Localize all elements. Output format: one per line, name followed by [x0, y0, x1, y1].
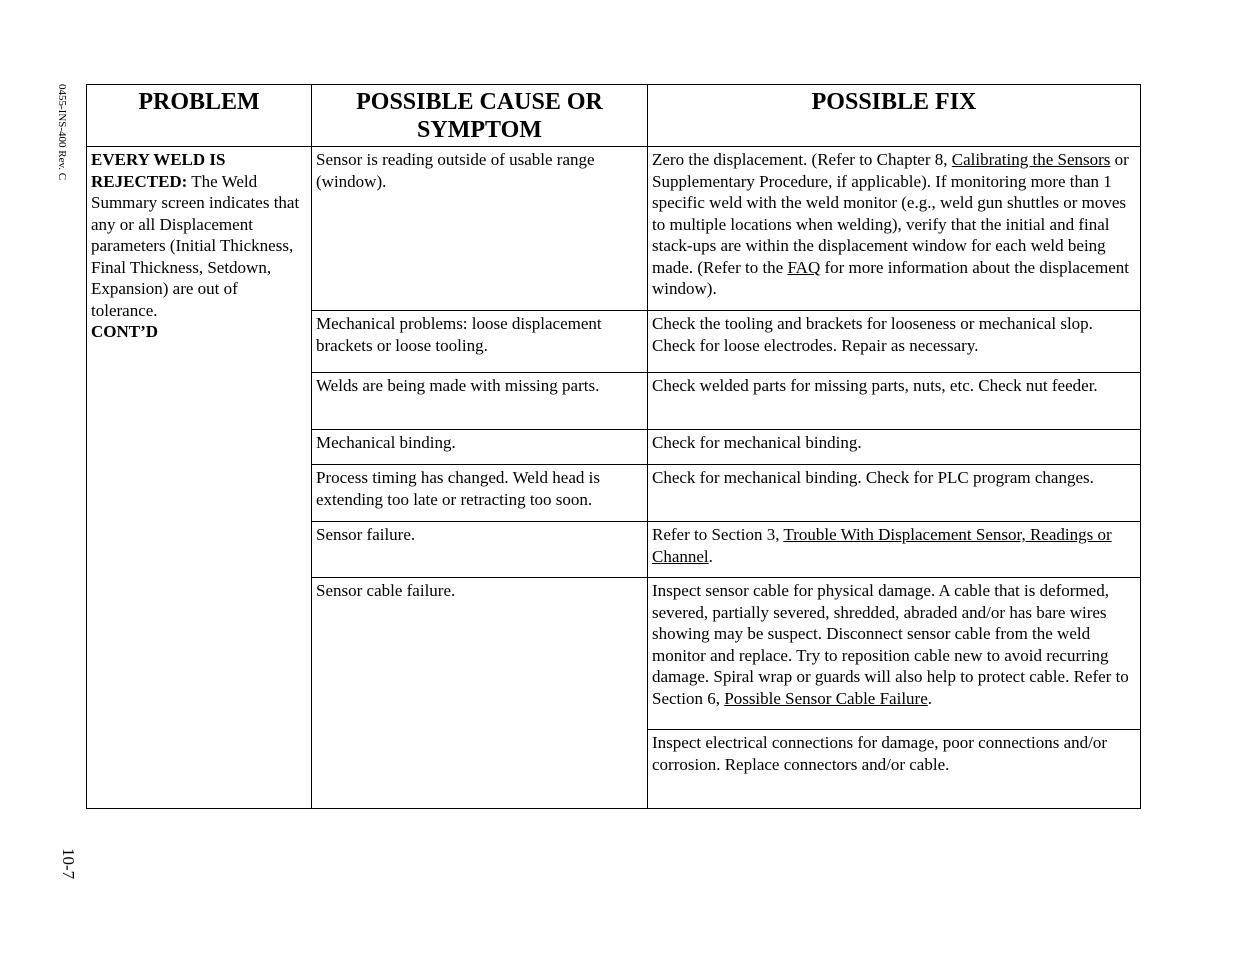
- link-faq[interactable]: FAQ: [787, 257, 821, 277]
- header-fix: POSSIBLE FIX: [648, 85, 1141, 147]
- fix-cell: Check welded parts for missing parts, nuts, etc. Check nut feeder.: [648, 373, 1141, 430]
- cause-cell: Sensor failure.: [312, 522, 648, 578]
- header-cause: POSSIBLE CAUSE OR SYMPTOM: [312, 85, 648, 147]
- fix-cell: Zero the displacement. (Refer to Chapter 8, Calibrating the Sensors or Supplementary Procedure, if applicable). If monitoring more than 1 specific weld with the weld monitor (e.g., weld gun shuttles or moves to multiple locations when welding), verify that the initial and final stack-ups are within the displacement window for each weld being made. (Refer to the FAQ for more information about the displacement window).: [648, 147, 1141, 311]
- fix-cell: Check the tooling and brackets for looseness or mechanical slop. Check for loose electrodes. Repair as necessary.: [648, 311, 1141, 373]
- fix-cell: Check for mechanical binding.: [648, 430, 1141, 465]
- table-header-row: [87, 85, 1141, 147]
- cause-cell: Welds are being made with missing parts.: [312, 373, 648, 430]
- document-id: 0455-INS-400 Rev. C: [56, 84, 68, 181]
- problem-description: The Weld Summary screen indicates that any or all Displacement parameters (Initial Thickness, Final Thickness, Setdown, Expansion) are out of tolerance.: [91, 171, 300, 320]
- fix-cell: Check for mechanical binding. Check for PLC program changes.: [648, 465, 1141, 522]
- link-calibrating-sensors[interactable]: Calibrating the Sensors: [951, 150, 1111, 169]
- fix-block: Inspect electrical connections for damage, poor connections and/or corrosion. Replace connectors and/or cable.: [648, 729, 1140, 775]
- link-possible-sensor-cable-failure[interactable]: Possible Sensor Cable Failure: [724, 688, 928, 708]
- cause-cell: Sensor is reading outside of usable range (window).: [312, 147, 648, 311]
- fix-cell: Refer to Section 3, Trouble With Displacement Sensor, Readings or Channel.: [648, 522, 1141, 578]
- cause-cell: Mechanical binding.: [312, 430, 648, 465]
- cause-cell: Sensor cable failure.: [312, 578, 648, 809]
- fix-cell: [648, 578, 1141, 809]
- fix-block: Inspect sensor cable for physical damage. A cable that is deformed, severed, partially severed, shredded, abraded and/or has bare wires showing may be suspect. Disconnect sensor cable from the weld monitor and replace. Try to reposition cable new to avoid recurring damage. Spiral wrap or guards will also help to protect cable. Refer to Section 6, Possible Sensor Cable Failure.: [652, 581, 1129, 708]
- cause-cell: Mechanical problems: loose displacement brackets or loose tooling.: [312, 311, 648, 373]
- table-row: [87, 147, 1141, 311]
- page-number: 10-7: [59, 848, 78, 880]
- troubleshooting-table: [86, 84, 1141, 809]
- problem-title: EVERY WELD IS REJECTED:: [91, 150, 226, 191]
- cause-cell: Process timing has changed. Weld head is extending too late or retracting too soon.: [312, 465, 648, 522]
- problem-contd: CONT’D: [91, 322, 159, 341]
- header-problem: PROBLEM: [87, 85, 312, 147]
- link-trouble-displacement-sensor[interactable]: Trouble With Displacement Sensor, Readings or Channel: [652, 525, 1112, 566]
- problem-cell: [87, 147, 312, 809]
